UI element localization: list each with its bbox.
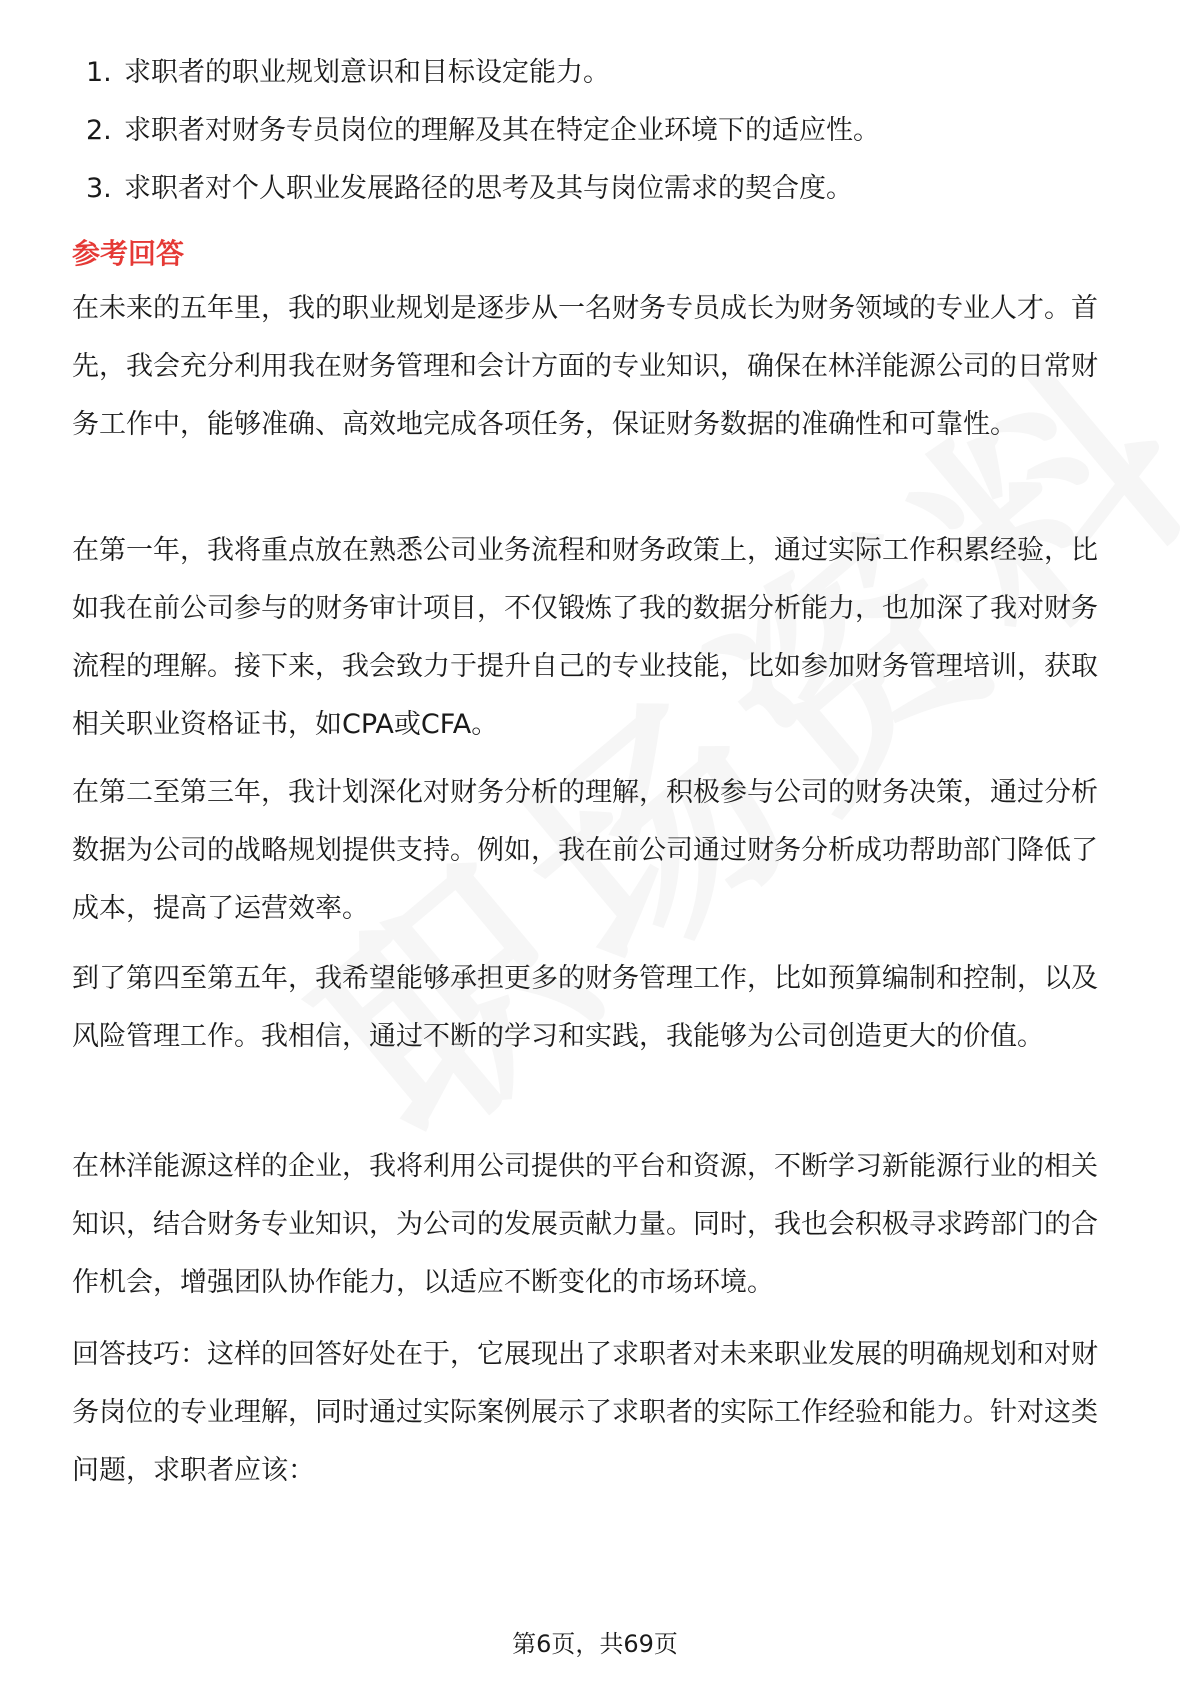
list-item-number: 3. <box>86 173 112 204</box>
section-heading: 参考回答 <box>72 237 185 270</box>
list-item-text: 求职者对财务专员岗位的理解及其在特定企业环境下的适应性。 <box>124 115 880 146</box>
paragraph-year-one: 在第一年，我将重点放在熟悉公司业务流程和财务政策上，通过实际工作积累经验，比如我在前公司参与的财务审计项目，不仅锻炼了我的数据分析能力，也加深了我对财务流程的理解。接下来，我会致力于提升自己的专业技能，比如参加财务管理培训，获取相关职业资格证书，如CPA或CFA。 <box>72 535 1098 740</box>
paragraph-intro: 在未来的五年里，我的职业规划是逐步从一名财务专员成长为财务领域的专业人才。首先，我会充分利用我在财务管理和会计方面的专业知识，确保在林洋能源公司的日常财务工作中，能够准确、高效地完成各项任务，保证财务数据的准确性和可靠性。 <box>72 293 1098 440</box>
list-item-text: 求职者的职业规划意识和目标设定能力。 <box>124 57 610 88</box>
list-item-number: 2. <box>86 115 112 146</box>
paragraph-answer-tips: 回答技巧：这样的回答好处在于，它展现出了求职者对未来职业发展的明确规划和对财务岗位的专业理解，同时通过实际案例展示了求职者的实际工作经验和能力。针对这类问题，求职者应该： <box>72 1339 1098 1486</box>
list-item-text: 求职者对个人职业发展路径的思考及其与岗位需求的契合度。 <box>124 173 853 204</box>
evaluation-points-list <box>86 44 880 218</box>
list-item <box>86 102 880 160</box>
page-number-footer: 第6页，共69页 <box>512 1630 678 1658</box>
list-item <box>86 44 880 102</box>
paragraph-years-four-five: 到了第四至第五年，我希望能够承担更多的财务管理工作，比如预算编制和控制，以及风险管理工作。我相信，通过不断的学习和实践，我能够为公司创造更大的价值。 <box>72 963 1098 1052</box>
paragraph-years-two-three: 在第二至第三年，我计划深化对财务分析的理解，积极参与公司的财务决策，通过分析数据为公司的战略规划提供支持。例如，我在前公司通过财务分析成功帮助部门降低了成本，提高了运营效率。 <box>72 777 1098 924</box>
list-item <box>86 160 880 218</box>
paragraph-company-fit: 在林洋能源这样的企业，我将利用公司提供的平台和资源，不断学习新能源行业的相关知识，结合财务专业知识，为公司的发展贡献力量。同时，我也会积极寻求跨部门的合作机会，增强团队协作能力，以适应不断变化的市场环境。 <box>72 1151 1098 1298</box>
list-item-number: 1. <box>86 57 112 88</box>
